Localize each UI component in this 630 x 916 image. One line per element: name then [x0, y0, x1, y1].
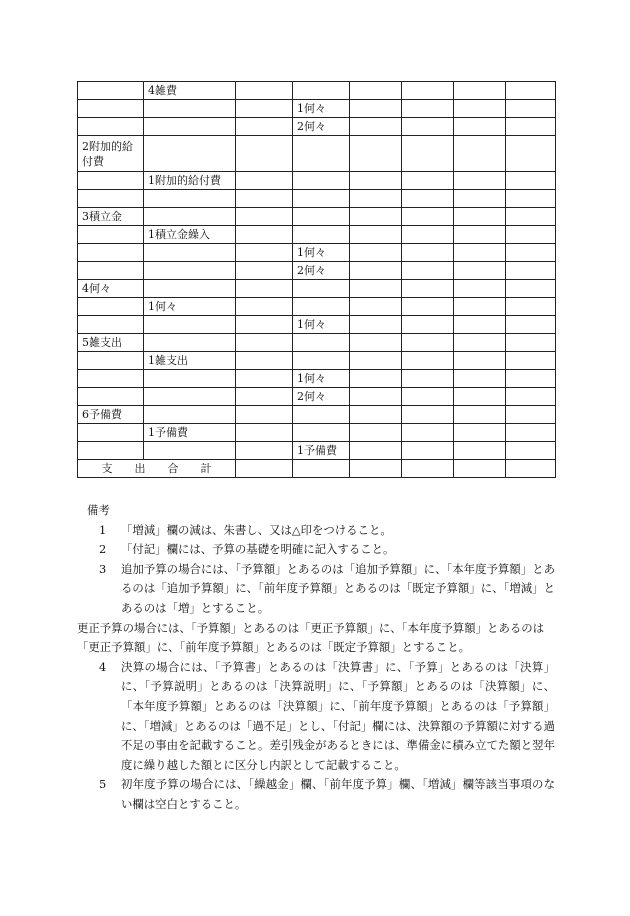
table-cell	[236, 406, 293, 424]
table-cell	[78, 82, 144, 100]
table-cell-empty	[402, 406, 454, 424]
table-cell	[236, 334, 293, 352]
table-cell: 6予備費	[78, 406, 144, 424]
table-row	[78, 82, 556, 100]
table-cell	[78, 244, 144, 262]
table-cell-empty	[402, 388, 454, 406]
table-cell	[144, 100, 236, 118]
table-row	[78, 280, 556, 298]
table-cell	[144, 208, 236, 226]
table-cell-empty	[350, 298, 402, 316]
table-cell-empty	[402, 190, 454, 208]
note-text: 決算の場合には、「予算書」とあるのは「決算書」に、「予算」とあるのは「決算」に、「予算説明」とあるのは「決算説明」に、「予算額」とあるのは「決算額」に、「本年度予算額」とあるのは「決算額」に、「前年度予算額」とあるのは「予算額」に、「増減」とあるのは「過不足」とし、「付記」欄には、決算額の予算額に対する過不足の事由を記載すること。差引残金があるときには、準備金に積み立てた額と翌年度に繰り越した額とに区分し内訳として記載すること。	[121, 659, 555, 772]
notes-heading: 備考	[87, 503, 110, 517]
table-cell-empty	[402, 244, 454, 262]
table-cell-empty	[454, 460, 506, 478]
note-number: 4	[99, 659, 107, 674]
note-number: 3	[99, 561, 107, 576]
table-cell	[293, 82, 350, 100]
table-cell: 2何々	[293, 118, 350, 136]
table-cell-empty	[454, 136, 506, 172]
table-cell-empty	[506, 406, 556, 424]
table-cell-empty	[506, 352, 556, 370]
table-cell-empty	[454, 352, 506, 370]
table-cell-empty	[454, 82, 506, 100]
notes-section	[77, 501, 555, 815]
table-row	[78, 136, 556, 172]
table-cell: 1何々	[293, 370, 350, 388]
table-cell-empty	[506, 316, 556, 334]
table-cell-empty	[350, 190, 402, 208]
table-cell	[78, 424, 144, 442]
table-cell: 1何々	[293, 100, 350, 118]
table-cell	[144, 190, 236, 208]
table-cell-empty	[236, 460, 293, 478]
table-cell-empty	[402, 280, 454, 298]
table-cell-empty	[350, 388, 402, 406]
table-cell	[144, 388, 236, 406]
table-cell	[293, 208, 350, 226]
table-cell-empty	[454, 262, 506, 280]
table-cell-empty	[454, 208, 506, 226]
table-cell-empty	[506, 244, 556, 262]
table-row	[78, 100, 556, 118]
table-cell-empty	[454, 118, 506, 136]
table-cell-empty	[402, 136, 454, 172]
table-cell-empty	[350, 352, 402, 370]
table-cell	[144, 136, 236, 172]
table-cell	[236, 136, 293, 172]
note-item	[77, 658, 555, 776]
note-text: 「増減」欄の減は、朱書し、又は△印をつけること。	[121, 522, 392, 537]
table-cell-empty	[402, 172, 454, 190]
table-cell-empty	[454, 172, 506, 190]
table-cell-empty	[506, 262, 556, 280]
table-cell	[293, 226, 350, 244]
table-row	[78, 226, 556, 244]
table-cell-empty	[506, 226, 556, 244]
table-cell-empty	[506, 388, 556, 406]
table-row	[78, 316, 556, 334]
table-cell	[293, 424, 350, 442]
table-cell: 2附加的給付費	[78, 136, 144, 172]
table-cell	[236, 316, 293, 334]
table-cell-empty	[402, 352, 454, 370]
table-cell	[293, 190, 350, 208]
table-cell-empty	[506, 442, 556, 460]
table-cell: 1何々	[144, 298, 236, 316]
table-row	[78, 388, 556, 406]
table-cell-empty	[350, 460, 402, 478]
table-cell	[236, 262, 293, 280]
table-cell-empty	[350, 100, 402, 118]
table-cell-empty	[350, 172, 402, 190]
budget-table	[77, 81, 556, 478]
table-cell-empty	[350, 370, 402, 388]
table-cell-empty	[454, 424, 506, 442]
table-cell-empty	[402, 370, 454, 388]
table-cell-empty	[350, 424, 402, 442]
note-continuation: 更正予算の場合には、「予算額」とあるのは「更正予算額」に、「本年度予算額」とあるのは「更正予算額」に、「前年度予算額」とあるのは「既定予算額」とすること。	[77, 620, 545, 655]
table-cell	[144, 406, 236, 424]
table-cell-empty	[454, 388, 506, 406]
table-cell	[78, 352, 144, 370]
table-row	[78, 208, 556, 226]
table-cell	[78, 172, 144, 190]
table-cell-empty	[506, 100, 556, 118]
table-cell-empty	[350, 82, 402, 100]
table-cell	[78, 316, 144, 334]
table-cell-empty	[506, 190, 556, 208]
table-cell-empty	[454, 226, 506, 244]
table-cell-empty	[506, 370, 556, 388]
table-cell	[236, 442, 293, 460]
table-cell: 4何々	[78, 280, 144, 298]
table-cell	[236, 208, 293, 226]
table-cell	[144, 244, 236, 262]
note-text: 「付記」欄には、予算の基礎を明確に記入すること。	[121, 542, 395, 557]
note-number: 2	[99, 542, 107, 557]
table-cell-empty	[506, 334, 556, 352]
table-cell	[293, 406, 350, 424]
table-cell	[78, 298, 144, 316]
table-row	[78, 352, 556, 370]
table-cell-empty	[402, 298, 454, 316]
table-cell-empty	[350, 136, 402, 172]
table-cell	[144, 316, 236, 334]
table-cell	[144, 262, 236, 280]
table-cell	[293, 352, 350, 370]
table-row	[78, 334, 556, 352]
table-cell-empty	[350, 316, 402, 334]
note-number: 5	[99, 777, 107, 792]
table-cell-empty	[293, 460, 350, 478]
table-cell-empty	[454, 100, 506, 118]
table-cell	[78, 388, 144, 406]
table-cell: 2何々	[293, 262, 350, 280]
table-cell-empty	[402, 460, 454, 478]
table-cell: 5雑支出	[78, 334, 144, 352]
table-cell	[236, 226, 293, 244]
table-cell	[236, 172, 293, 190]
table-cell	[144, 118, 236, 136]
table-row	[78, 262, 556, 280]
table-cell-empty	[506, 136, 556, 172]
table-cell: 4雑費	[144, 82, 236, 100]
table-row	[78, 424, 556, 442]
table-cell	[236, 118, 293, 136]
table-cell-empty	[454, 244, 506, 262]
table-cell: 1何々	[293, 244, 350, 262]
table-row	[78, 406, 556, 424]
note-text: 追加予算の場合には、「予算額」とあるのは「追加予算額」に、「本年度予算額」とあるのは「追加予算額」に、「前年度予算額」とあるのは「既定予算額」に、「増減」とあるのは「増」とすること。	[121, 561, 555, 615]
table-cell: 1何々	[293, 316, 350, 334]
table-cell: 1附加的給付費	[144, 172, 236, 190]
note-item	[77, 560, 555, 619]
table-cell-empty	[402, 262, 454, 280]
table-cell: 2何々	[293, 388, 350, 406]
table-cell-empty	[454, 442, 506, 460]
table-cell-empty	[454, 334, 506, 352]
table-cell-empty	[402, 100, 454, 118]
table-cell	[236, 370, 293, 388]
table-cell-empty	[402, 316, 454, 334]
table-cell-empty	[350, 118, 402, 136]
table-cell	[293, 334, 350, 352]
table-cell-empty	[506, 82, 556, 100]
table-cell-empty	[402, 82, 454, 100]
table-row	[78, 118, 556, 136]
table-cell: 1予備費	[144, 424, 236, 442]
table-cell-empty	[350, 226, 402, 244]
table-cell	[293, 298, 350, 316]
table-cell: 1予備費	[293, 442, 350, 460]
table-cell-empty	[350, 334, 402, 352]
table-cell-empty	[506, 298, 556, 316]
table-cell	[78, 262, 144, 280]
table-cell	[78, 442, 144, 460]
table-row	[78, 190, 556, 208]
table-cell-empty	[402, 118, 454, 136]
note-text: 初年度予算の場合には、「繰越金」欄、「前年度予算」欄、「増減」欄等該当事項のない欄は空白とすること。	[121, 777, 555, 811]
table-cell	[236, 424, 293, 442]
table-cell: 3積立金	[78, 208, 144, 226]
note-number: 1	[99, 522, 107, 537]
table-row	[78, 370, 556, 388]
table-cell-empty	[454, 280, 506, 298]
table-cell-empty	[506, 208, 556, 226]
table-cell	[236, 244, 293, 262]
table-cell	[78, 118, 144, 136]
table-cell	[293, 172, 350, 190]
table-row	[78, 244, 556, 262]
table-cell	[144, 280, 236, 298]
table-cell-empty	[506, 424, 556, 442]
table-cell-empty	[454, 406, 506, 424]
table-cell-empty	[350, 406, 402, 424]
table-cell	[144, 334, 236, 352]
table-row	[78, 298, 556, 316]
table-cell	[293, 136, 350, 172]
table-cell	[293, 280, 350, 298]
table-cell-empty	[506, 118, 556, 136]
table-cell	[144, 442, 236, 460]
table-cell	[144, 370, 236, 388]
table-cell	[236, 280, 293, 298]
table-cell-empty	[506, 280, 556, 298]
table-cell-empty	[402, 208, 454, 226]
table-cell	[236, 100, 293, 118]
total-row	[78, 460, 556, 478]
table-row	[78, 442, 556, 460]
table-cell-empty	[506, 460, 556, 478]
table-cell-empty	[402, 334, 454, 352]
table-cell-empty	[350, 244, 402, 262]
note-item	[77, 521, 555, 541]
table-cell-empty	[402, 424, 454, 442]
table-cell-empty	[350, 208, 402, 226]
table-cell-empty	[350, 280, 402, 298]
table-cell-empty	[350, 262, 402, 280]
table-row	[78, 172, 556, 190]
table-cell-empty	[454, 370, 506, 388]
table-cell	[78, 226, 144, 244]
table-cell: 1雑支出	[144, 352, 236, 370]
table-cell	[236, 298, 293, 316]
table-cell	[236, 82, 293, 100]
table-cell-empty	[506, 172, 556, 190]
note-item	[77, 775, 555, 814]
table-cell-empty	[350, 442, 402, 460]
table-cell	[78, 100, 144, 118]
table-cell-empty	[454, 316, 506, 334]
total-label: 支 出 合 計	[78, 460, 236, 478]
table-cell-empty	[402, 226, 454, 244]
table-cell-empty	[454, 190, 506, 208]
table-cell	[78, 190, 144, 208]
table-cell	[236, 352, 293, 370]
note-item	[77, 540, 555, 560]
table-cell	[78, 370, 144, 388]
table-cell-empty	[402, 442, 454, 460]
table-cell-empty	[454, 298, 506, 316]
table-cell	[236, 388, 293, 406]
table-cell	[236, 190, 293, 208]
table-cell: 1積立金繰入	[144, 226, 236, 244]
